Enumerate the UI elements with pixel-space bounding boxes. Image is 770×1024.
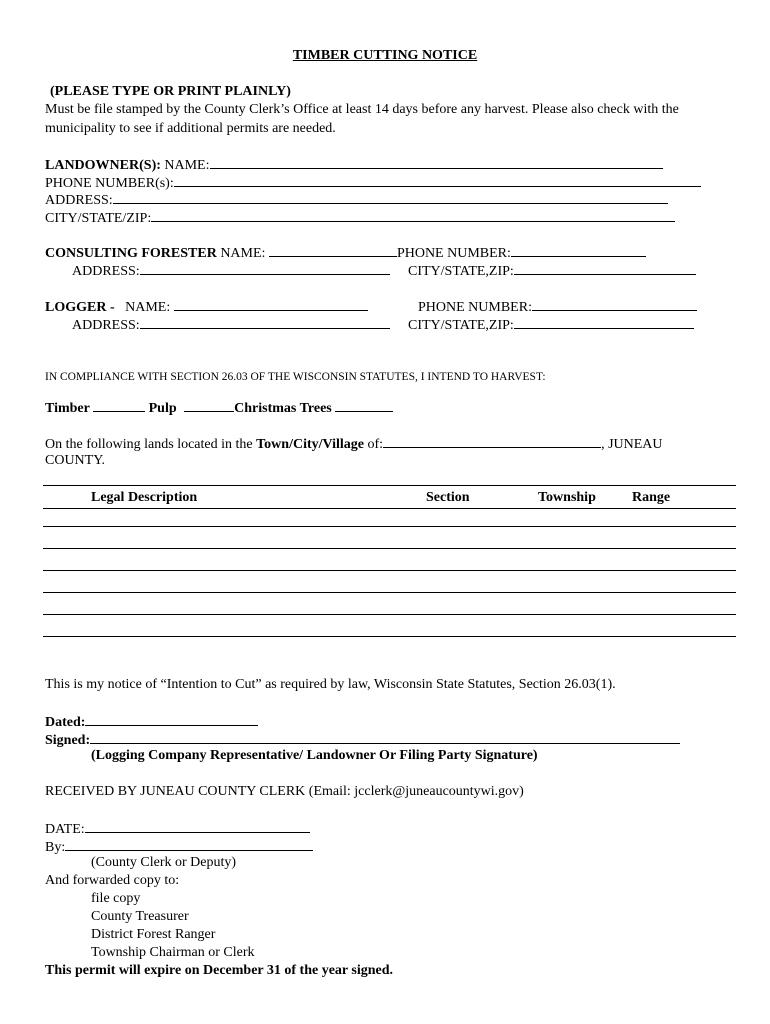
forester-name-row [45, 243, 646, 263]
harvest-timber-field[interactable] [93, 398, 145, 412]
form-title: TIMBER CUTTING NOTICE [292, 48, 478, 63]
forester-address-label: ADDRESS: [72, 264, 140, 279]
forester-city-label: CITY/STATE,ZIP: [408, 264, 514, 279]
expiration-notice: This permit will expire on December 31 of the year signed. [45, 963, 394, 978]
dated-field[interactable] [85, 712, 258, 726]
type-print-instruction: (PLEASE TYPE OR PRINT PLAINLY) [50, 84, 291, 99]
intention-notice: This is my notice of “Intention to Cut” as required by law, Wisconsin State Statutes, Section 26.03(1). [45, 677, 616, 692]
table-row[interactable] [43, 592, 736, 593]
logger-city-field[interactable] [514, 315, 694, 329]
forester-phone-label: PHONE NUMBER: [396, 246, 511, 261]
harvest-pulp-field[interactable] [184, 398, 234, 412]
forester-name-label: NAME: [220, 246, 266, 261]
table-top-rule [43, 485, 736, 486]
logger-name-field[interactable] [174, 297, 368, 311]
lands-town-field[interactable] [383, 434, 601, 448]
harvest-timber-label: Timber [45, 401, 90, 416]
dated-label: Dated: [45, 715, 86, 730]
lands-town-label: Town/City/Village [256, 437, 364, 452]
compliance-statement: IN COMPLIANCE WITH SECTION 26.03 OF THE WISCONSIN STATUTES, I INTEND TO HARVEST: [45, 371, 546, 383]
harvest-christmas-field[interactable] [335, 398, 393, 412]
landowner-name-row [45, 155, 663, 175]
copy-recipient: Township Chairman or Clerk [91, 945, 255, 960]
forester-address-field[interactable] [140, 261, 390, 275]
table-header-rule [43, 508, 736, 509]
table-row[interactable] [43, 614, 736, 615]
signature-caption: (Logging Company Representative/ Landowner Or Filing Party Signature) [91, 748, 538, 763]
lands-location-row [45, 434, 663, 454]
received-by-clerk: RECEIVED BY JUNEAU COUNTY CLERK (Email: jcclerk@juneaucountywi.gov) [45, 784, 524, 799]
landowner-city-field[interactable] [151, 208, 675, 222]
clerk-by-field[interactable] [65, 837, 313, 851]
logger-name-label: NAME: [125, 300, 171, 315]
forwarded-copy-label: And forwarded copy to: [45, 873, 180, 888]
forester-city-field[interactable] [514, 261, 696, 275]
table-row[interactable] [43, 570, 736, 571]
logger-address-row [72, 315, 390, 335]
table-row[interactable] [43, 548, 736, 549]
logger-name-row [45, 297, 368, 317]
copy-recipient: County Treasurer [91, 909, 189, 924]
landowner-name-field[interactable] [210, 155, 663, 169]
copy-recipient: District Forest Ranger [91, 927, 216, 942]
logger-city-row [408, 315, 694, 335]
table-header-township: Township [538, 490, 596, 505]
logger-phone-field[interactable] [532, 297, 697, 311]
lands-county: COUNTY. [45, 453, 106, 468]
clerk-caption: (County Clerk or Deputy) [91, 855, 237, 870]
landowner-city-row [45, 208, 675, 228]
table-header-legal: Legal Description [91, 490, 198, 505]
landowner-phone-field[interactable] [174, 173, 701, 187]
harvest-christmas-label: Christmas Trees [234, 401, 332, 416]
forester-name-field[interactable] [269, 243, 397, 257]
landowner-name-label: NAME: [164, 158, 210, 173]
logger-city-label: CITY/STATE,ZIP: [408, 318, 514, 333]
logger-address-field[interactable] [140, 315, 390, 329]
logger-heading: LOGGER - [45, 300, 115, 315]
landowner-city-label: CITY/STATE/ZIP: [45, 211, 152, 226]
clerk-date-field[interactable] [85, 819, 310, 833]
landowner-address-row [45, 190, 668, 210]
landowner-heading: LANDOWNER(S): [45, 158, 161, 173]
harvest-types-row [45, 398, 393, 418]
dated-row [45, 712, 258, 732]
signed-label: Signed: [45, 733, 91, 748]
instruction-line-2: municipality to see if additional permits are needed. [45, 121, 336, 136]
forester-city-row [408, 261, 696, 281]
forester-heading: CONSULTING FORESTER [45, 246, 217, 261]
copy-recipient: file copy [91, 891, 141, 906]
forester-phone-field[interactable] [511, 243, 646, 257]
lands-of: of: [364, 437, 384, 452]
table-row[interactable] [43, 636, 736, 637]
harvest-pulp-label: Pulp [148, 401, 177, 416]
table-header-range: Range [632, 490, 671, 505]
clerk-date-label: DATE: [45, 822, 85, 837]
clerk-date-row [45, 819, 310, 839]
clerk-by-label: By: [45, 840, 66, 855]
logger-address-label: ADDRESS: [72, 318, 140, 333]
signature-field[interactable] [90, 730, 680, 744]
forester-address-row [72, 261, 390, 281]
logger-phone-row [418, 297, 697, 317]
table-row[interactable] [43, 526, 736, 527]
instruction-line-1: Must be file stamped by the County Clerk’s Office at least 14 days before any harvest. Please also check with the [45, 102, 679, 117]
lands-prefix: On the following lands located in the [45, 437, 257, 452]
landowner-address-label: ADDRESS: [45, 193, 113, 208]
logger-phone-label: PHONE NUMBER: [418, 300, 532, 315]
table-header-section: Section [426, 490, 470, 505]
landowner-phone-label: PHONE NUMBER(s): [45, 176, 174, 191]
lands-suffix: , JUNEAU [601, 437, 663, 452]
landowner-address-field[interactable] [113, 190, 668, 204]
